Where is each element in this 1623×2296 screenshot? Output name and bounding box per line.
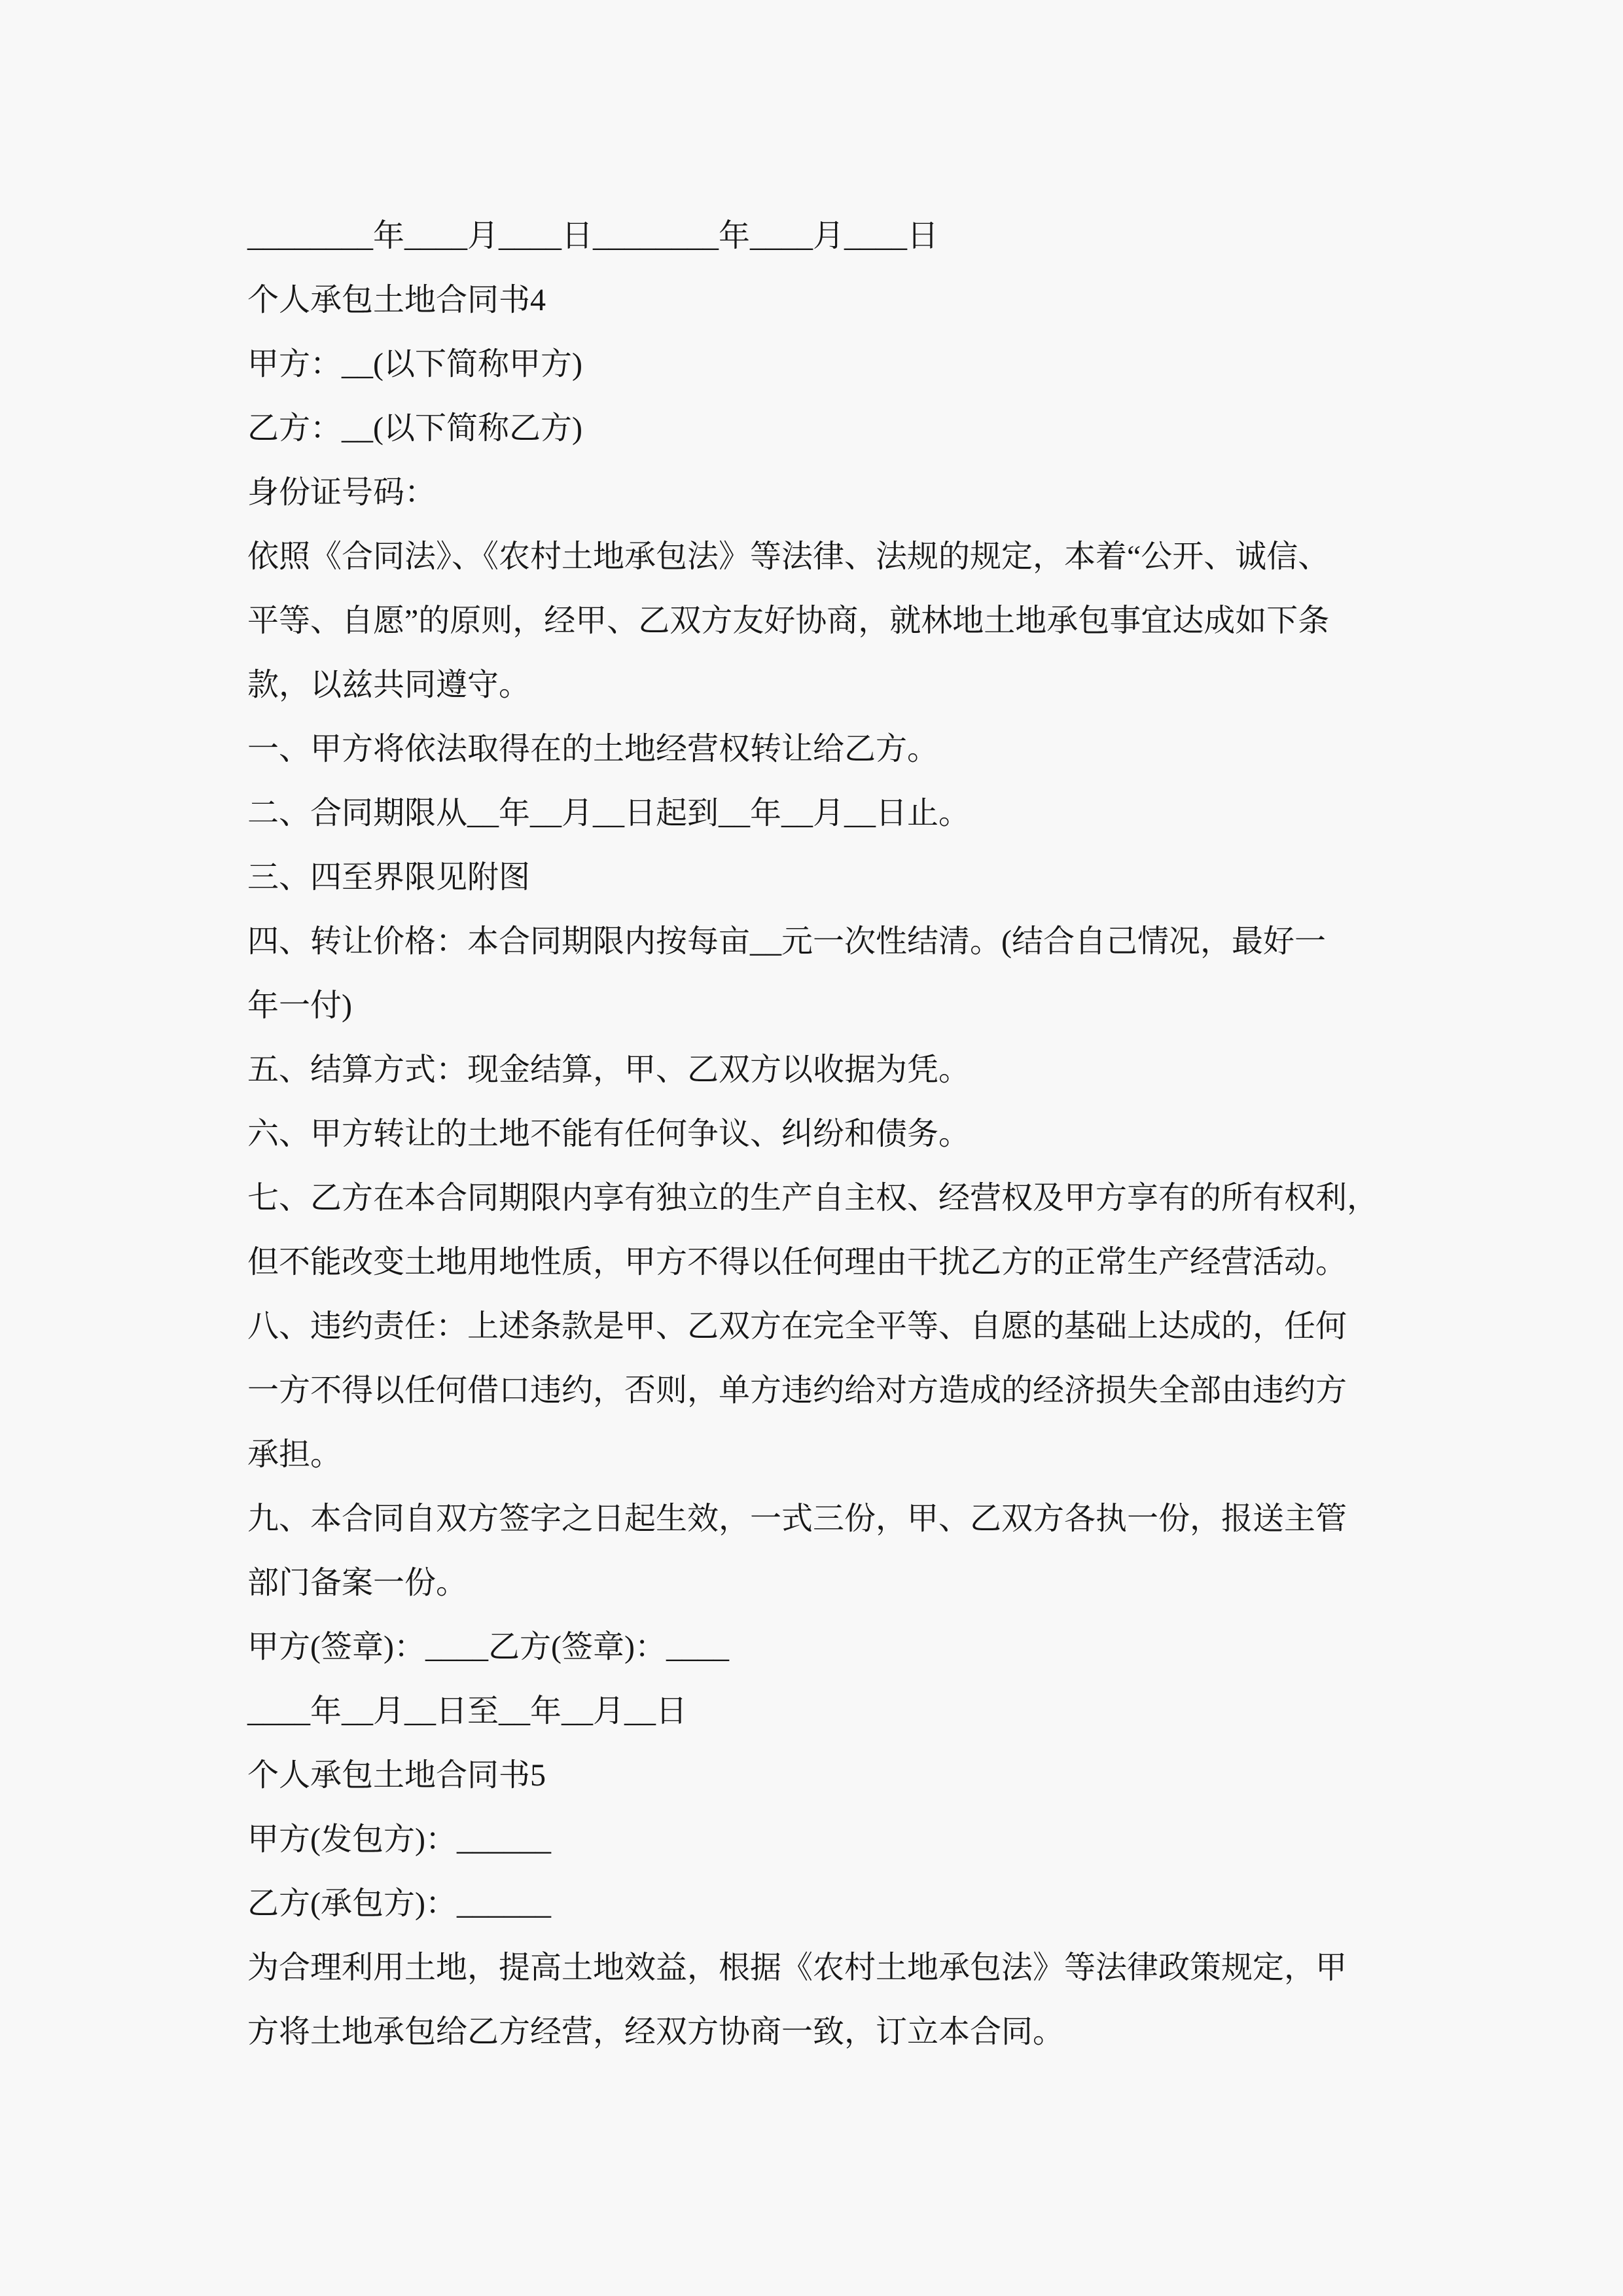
- date-blank-line: ________年____月____日________年____月____日: [247, 219, 939, 253]
- party-a-contractor-line: 甲方(发包方)：______: [247, 1822, 551, 1857]
- party-b-contractor-line: 乙方(承包方)：______: [247, 1886, 551, 1921]
- clause-9-line-2: 部门备案一份。: [247, 1566, 468, 1600]
- party-b-line: 乙方：__(以下简称乙方): [247, 411, 582, 446]
- preamble-line-1: 依照《合同法》、《农村土地承包法》等法律、法规的规定，本着“公开、诚信、: [247, 539, 1330, 574]
- signature-line: 甲方(签章)：____乙方(签章)：____: [247, 1630, 729, 1664]
- party-a-line: 甲方：__(以下简称甲方): [247, 347, 582, 382]
- clause-3: 三、四至界限见附图: [247, 860, 531, 895]
- preamble-line-2: 平等、自愿”的原则，经甲、乙双方友好协商，就林地土地承包事宜达成如下条: [247, 603, 1330, 638]
- clause-7-line-1: 七、乙方在本合同期限内享有独立的生产自主权、经营权及甲方享有的所有权利，: [247, 1181, 1379, 1215]
- clause-7-line-2: 但不能改变土地用地性质，甲方不得以任何理由干扰乙方的正常生产经营活动。: [247, 1245, 1347, 1280]
- id-number-line: 身份证号码：: [247, 475, 437, 510]
- preamble-5-line-1: 为合理利用土地，提高土地效益，根据《农村土地承包法》等法律政策规定，甲: [247, 1950, 1347, 1985]
- clause-1: 一、甲方将依法取得在的土地经营权转让给乙方。: [247, 732, 939, 766]
- section-title-5: 个人承包土地合同书5: [247, 1758, 546, 1793]
- clause-2: 二、合同期限从__年__月__日起到__年__月__日止。: [247, 796, 971, 831]
- clause-8-line-3: 承担。: [247, 1437, 342, 1472]
- contract-text-body: [247, 204, 1433, 2064]
- clause-9-line-1: 九、本合同自双方签字之日起生效，一式三份，甲、乙双方各执一份，报送主管: [247, 1501, 1347, 1536]
- preamble-5-line-2: 方将土地承包给乙方经营，经双方协商一致，订立本合同。: [247, 2015, 1065, 2049]
- clause-8-line-1: 八、违约责任：上述条款是甲、乙双方在完全平等、自愿的基础上达成的，任何: [247, 1309, 1347, 1344]
- clause-5: 五、结算方式：现金结算，甲、乙双方以收据为凭。: [247, 1052, 971, 1087]
- clause-4-line-1: 四、转让价格：本合同期限内按每亩__元一次性结清。(结合自己情况，最好一: [247, 924, 1326, 959]
- section-title-4: 个人承包土地合同书4: [247, 283, 546, 317]
- preamble-line-3: 款，以兹共同遵守。: [247, 668, 531, 702]
- signature-date-line: ____年__月__日至__年__月__日: [247, 1694, 688, 1729]
- clause-6: 六、甲方转让的土地不能有任何争议、纠纷和债务。: [247, 1117, 971, 1151]
- clause-4-line-2: 年一付): [247, 988, 352, 1023]
- clause-8-line-2: 一方不得以任何借口违约，否则，单方违约给对方造成的经济损失全部由违约方: [247, 1373, 1347, 1408]
